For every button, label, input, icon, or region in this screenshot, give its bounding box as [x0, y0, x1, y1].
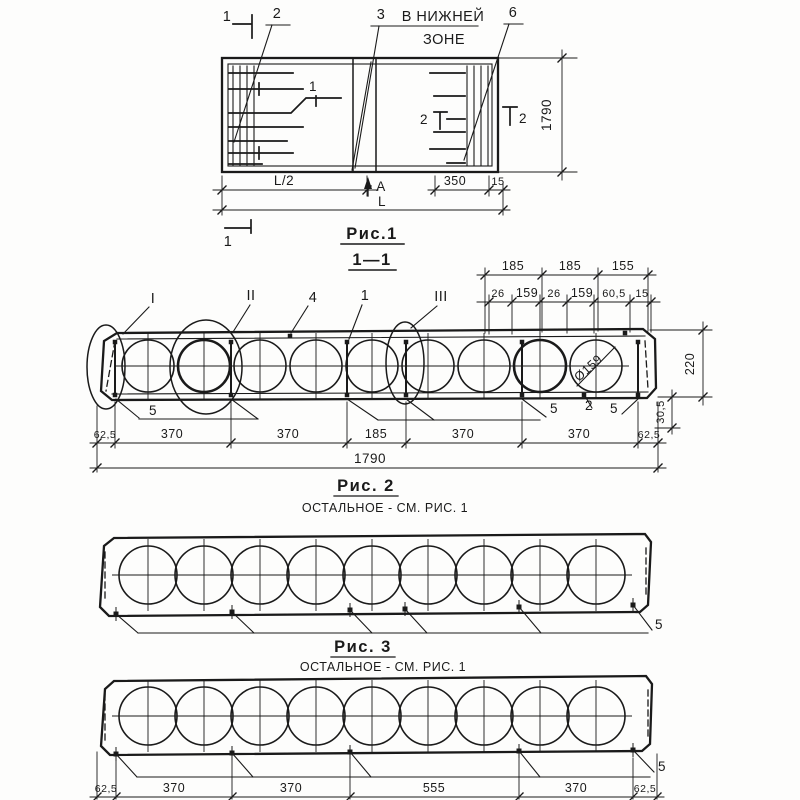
callout-3-label: 3: [376, 7, 386, 23]
fig1-plan-view: [213, 5, 577, 270]
dim-185-mid: 185: [364, 427, 388, 441]
label-5-right: 5: [609, 401, 619, 416]
right-rebar-set: [430, 73, 465, 163]
fig3-caption: Рис. 3: [334, 638, 392, 656]
dim-185-a: 185: [501, 259, 525, 273]
callout-4-label: 4: [308, 290, 318, 306]
callout-1-label: 1: [360, 288, 370, 304]
zone-note-line2: ЗОНЕ: [422, 32, 466, 48]
fig4-dim-370-b: 370: [279, 781, 303, 795]
bar-2-inner-label: 2: [419, 112, 429, 127]
fig2-section-view: [87, 259, 712, 515]
fig4-section-view: [90, 676, 666, 800]
dim-width-1790: 1790: [539, 98, 554, 132]
fig4-dim-370-a: 370: [162, 781, 186, 795]
fig4-dim-555: 555: [422, 781, 446, 795]
dim-span-l: L: [377, 194, 387, 209]
fig4-label-5: 5: [657, 759, 667, 774]
callout-2-label: 2: [272, 6, 282, 22]
dim-web-26-a: 26: [491, 288, 505, 300]
left-rebar-set: [229, 73, 341, 164]
detail-I-label: I: [150, 291, 156, 307]
dim-370-b: 370: [276, 427, 300, 441]
dim-30-5: 30,5: [655, 400, 667, 424]
dim-15-right: 15: [635, 288, 649, 300]
node-a-arrowhead: [364, 177, 372, 189]
dim-half-span: L/2: [273, 173, 295, 188]
section-cut-label-top: 1: [222, 9, 232, 25]
left-mesh-verticals: [233, 66, 254, 166]
detail-II-label: II: [246, 288, 256, 304]
slab-inner-lines: [112, 336, 648, 394]
dim-370-d: 370: [567, 427, 591, 441]
fig2-note: ОСТАЛЬНОЕ - СМ. РИС. 1: [301, 501, 469, 515]
dim-62-5-right: 62,5: [637, 429, 661, 441]
fig2-caption: Рис. 2: [337, 477, 395, 495]
slab-outline-section: [101, 329, 656, 400]
dim-370-a: 370: [160, 427, 184, 441]
fig3-label-5: 5: [654, 617, 664, 632]
fig4-dim-62-5-right: 62,5: [633, 783, 657, 795]
dim-185-b: 185: [558, 259, 582, 273]
label-5-mid: 5: [549, 401, 559, 416]
dim-height-220: 220: [683, 352, 697, 376]
dim-void-159-b: 159: [570, 286, 594, 300]
slab-inner-edge-plan: [228, 64, 492, 166]
fig1-caption: Рис.1: [346, 225, 398, 243]
fig3-chamfer-dashes: [105, 548, 646, 600]
callout-leaders: [234, 24, 523, 168]
callout-6-label: 6: [508, 5, 518, 21]
void-diameter-label: Ø159: [571, 351, 606, 385]
label-2-bottom: 2: [584, 398, 594, 413]
label-5-left: 5: [148, 403, 158, 418]
dim-155: 155: [611, 259, 635, 273]
dim-void-159-a: 159: [515, 286, 539, 300]
mid-strip-diagonal: [352, 62, 371, 170]
fig2-voids: [115, 333, 629, 399]
dim-350: 350: [443, 174, 467, 188]
dim-370-c: 370: [451, 427, 475, 441]
section-cut-marks: [225, 15, 252, 233]
fig3-section-view: [100, 534, 663, 674]
detail-III-label: III: [434, 289, 448, 305]
dim-total-1790: 1790: [353, 451, 387, 466]
section-1-1-title: 1—1: [352, 251, 392, 269]
fig4-dim-62-5-left: 62,5: [94, 783, 118, 795]
fig3-note: ОСТАЛЬНОЕ - СМ. РИС. 1: [299, 660, 467, 674]
dim-62-5-left: 62,5: [93, 429, 117, 441]
bar-2-outer-label: 2: [518, 111, 528, 126]
fig3-voids: [112, 539, 632, 611]
right-mesh-verticals: [467, 66, 488, 166]
fig1-dimension-lines: [213, 50, 577, 215]
fig3-leaders: [116, 605, 652, 633]
fig4-voids: [112, 680, 632, 752]
fig2-dim-ticks: [93, 271, 708, 473]
dim-15: 15: [491, 176, 505, 188]
node-a-label: A: [376, 179, 386, 194]
fig4-dim-370-c: 370: [564, 781, 588, 795]
slab-outline-plan: [222, 58, 498, 172]
section-cut-label-bottom: 1: [223, 234, 233, 250]
dim-web-26-b: 26: [547, 288, 561, 300]
dim-60-5: 60,5: [602, 288, 626, 300]
zone-note-line1: В НИЖНЕЙ: [401, 9, 485, 25]
fig2-top-leaders: [123, 305, 437, 339]
bar-1-label: 1: [308, 79, 318, 94]
